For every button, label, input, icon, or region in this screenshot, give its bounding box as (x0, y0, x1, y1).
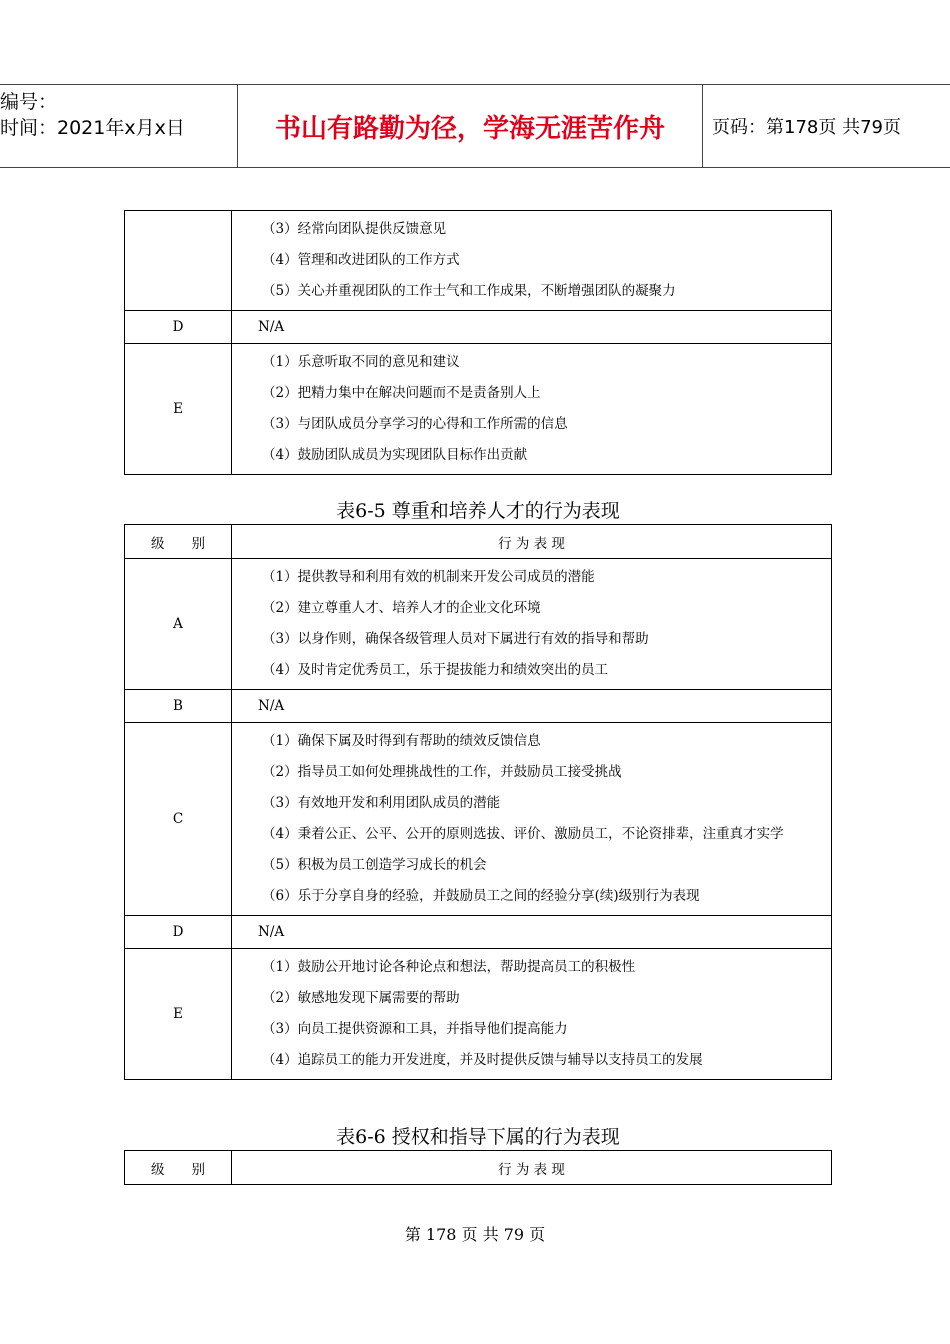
behavior-item: （4）管理和改进团队的工作方式 (262, 252, 460, 268)
behavior-item: （2）指导员工如何处理挑战性的工作，并鼓励员工接受挑战 (262, 764, 622, 780)
behavior-cell (232, 559, 832, 690)
behavior-item: （2）把精力集中在解决问题而不是责备别人上 (262, 385, 541, 401)
behavior-cell (232, 949, 832, 1080)
behavior-item: （3）有效地开发和利用团队成员的潜能 (262, 795, 501, 811)
header-info (0, 89, 185, 141)
page-number-label: 页码：第178页 共79页 (712, 117, 901, 138)
behavior-item: （6）乐于分享自身的经验，并鼓励员工之间的经验分享(续)级别行为表现 (262, 888, 700, 904)
code-label: 编号： (0, 91, 58, 113)
behavior-cell (232, 723, 832, 916)
table-header-row (125, 1151, 832, 1185)
page-footer: 第 178 页 共 79 页 (404, 1225, 546, 1244)
behavior-item: （2）建立尊重人才、培养人才的企业文化环境 (262, 600, 541, 616)
table-row (125, 690, 832, 723)
table-row (125, 311, 832, 344)
behavior-cell: N/A (232, 916, 832, 949)
behavior-item: （5）关心并重视团队的工作士气和工作成果，不断增强团队的凝聚力 (262, 283, 676, 299)
behavior-item: （4）鼓励团队成员为实现团队目标作出贡献 (262, 447, 528, 463)
table-row (125, 559, 832, 690)
behavior-item: （1）乐意听取不同的意见和建议 (262, 354, 460, 370)
behavior-item: （4）及时肯定优秀员工，乐于提拔能力和绩效突出的员工 (262, 662, 609, 678)
table-row (125, 344, 832, 475)
column-header-behavior: 行 为 表 现 (232, 525, 832, 559)
table-row (125, 949, 832, 1080)
table-caption: 表6-6 授权和指导下属的行为表现 (336, 1126, 620, 1148)
behavior-item: （3）以身作则，确保各级管理人员对下属进行有效的指导和帮助 (262, 631, 649, 647)
behavior-item: （3）向员工提供资源和工具，并指导他们提高能力 (262, 1021, 568, 1037)
table-6-5 (124, 524, 832, 1080)
behavior-item: （3）与团队成员分享学习的心得和工作所需的信息 (262, 416, 568, 432)
behavior-cell: N/A (232, 690, 832, 723)
time-label: 时间：2021年x月x日 (0, 117, 185, 139)
behavior-cell: N/A (232, 311, 832, 344)
behavior-item: （4）秉着公正、公平、公开的原则选拔、评价、激励员工，不论资排辈，注重真才实学 (262, 826, 784, 842)
level-cell: E (125, 949, 232, 1080)
behavior-item: （1）鼓励公开地讨论各种论点和想法，帮助提高员工的积极性 (262, 959, 636, 975)
table-caption: 表6-5 尊重和培养人才的行为表现 (336, 500, 620, 522)
table-row (125, 211, 832, 311)
level-cell: E (125, 344, 232, 475)
level-cell: A (125, 559, 232, 690)
behavior-item: （1）确保下属及时得到有帮助的绩效反馈信息 (262, 733, 541, 749)
header-motto: 书山有路勤为径，学海无涯苦作舟 (274, 113, 665, 144)
page-header (0, 84, 950, 168)
column-header-level: 级 别 (125, 1151, 232, 1185)
table-row (125, 916, 832, 949)
behavior-cell (232, 211, 832, 311)
behavior-item: （4）追踪员工的能力开发进度，并及时提供反馈与辅导以支持员工的发展 (262, 1052, 703, 1068)
behavior-item: （1）提供教导和利用有效的机制来开发公司成员的潜能 (262, 569, 595, 585)
level-cell: D (125, 311, 232, 344)
table-header-row (125, 525, 832, 559)
table-continued (124, 210, 832, 475)
table-6-6 (124, 1150, 832, 1185)
level-cell: B (125, 690, 232, 723)
behavior-item: （5）积极为员工创造学习成长的机会 (262, 857, 487, 873)
column-header-behavior: 行 为 表 现 (232, 1151, 832, 1185)
behavior-item: （3）经常向团队提供反馈意见 (262, 221, 447, 237)
level-cell: D (125, 916, 232, 949)
behavior-cell (232, 344, 832, 475)
behavior-item: （2）敏感地发现下属需要的帮助 (262, 990, 460, 1006)
level-cell (125, 211, 232, 311)
level-cell: C (125, 723, 232, 916)
header-divider (702, 85, 703, 167)
column-header-level: 级 别 (125, 525, 232, 559)
table-row (125, 723, 832, 916)
